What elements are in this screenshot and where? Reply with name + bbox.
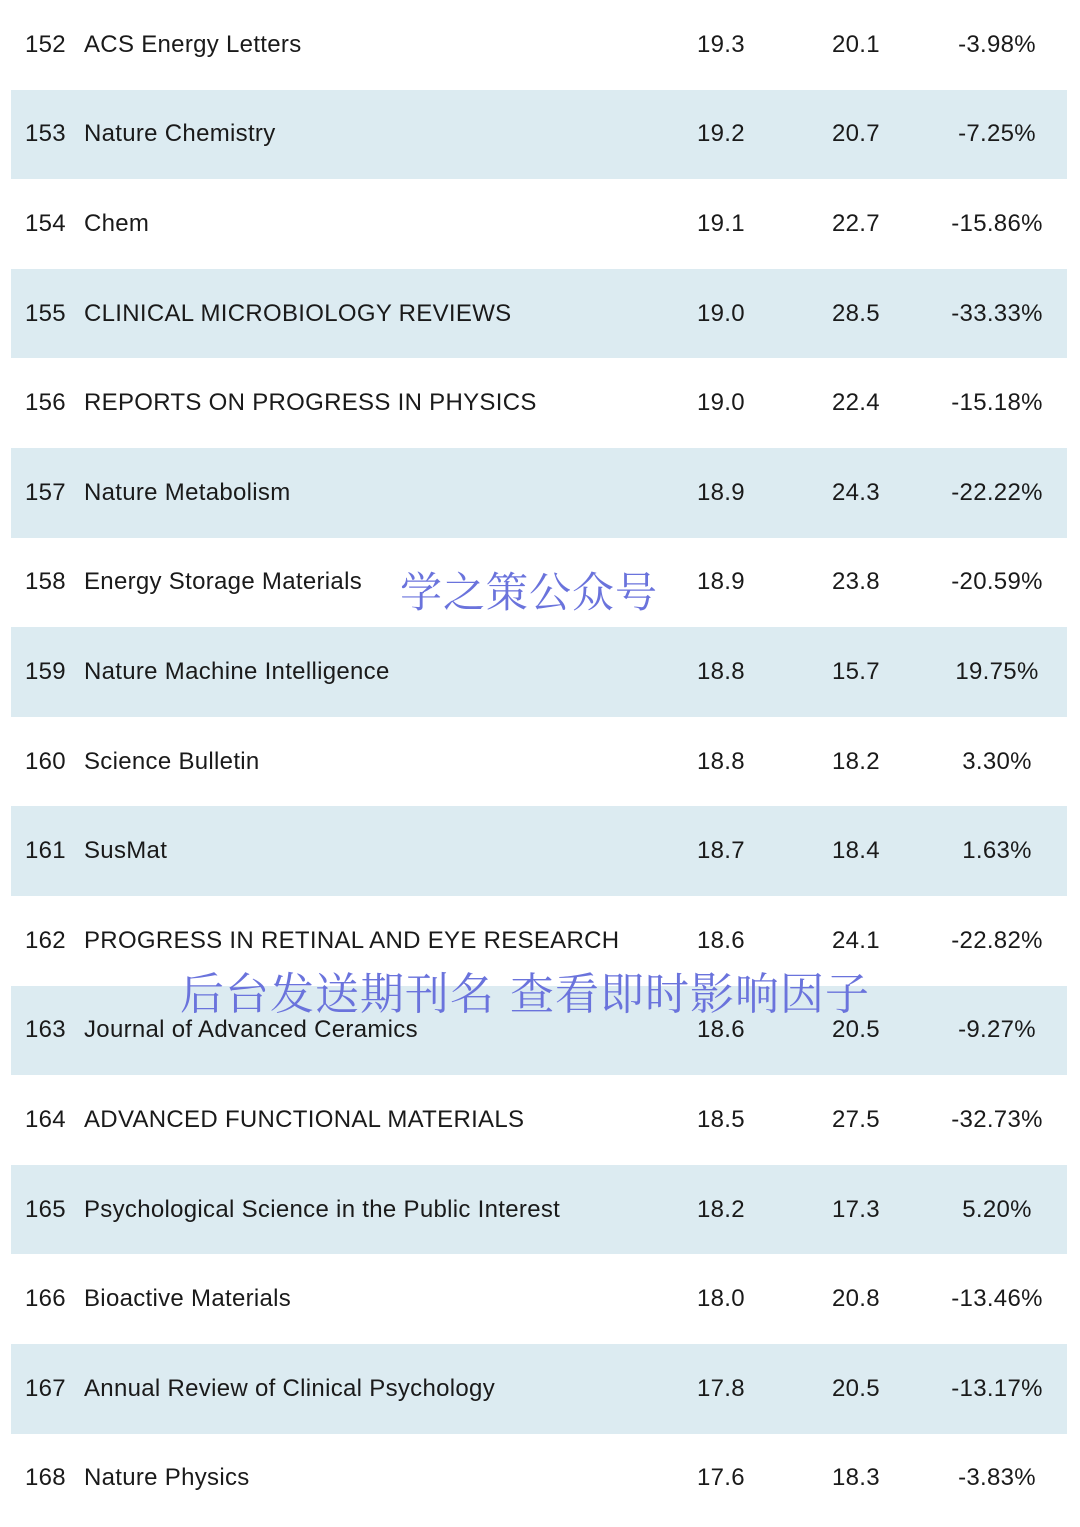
current-if-cell: 19.0 [697, 389, 745, 417]
table-row [11, 358, 1067, 448]
table-row [11, 0, 1067, 90]
journal-name-cell: Chem [84, 209, 150, 237]
previous-if-cell: 27.5 [832, 1105, 880, 1133]
change-cell: -32.73% [951, 1105, 1043, 1133]
current-if-cell: 18.7 [697, 837, 745, 865]
rank-cell: 166 [25, 1285, 66, 1313]
previous-if-cell: 24.3 [832, 478, 880, 506]
change-cell: -20.59% [951, 568, 1043, 596]
current-if-cell: 19.2 [697, 120, 745, 148]
journal-name-cell: CLINICAL MICROBIOLOGY REVIEWS [84, 299, 512, 327]
current-if-cell: 18.8 [697, 747, 745, 775]
rank-cell: 154 [25, 209, 66, 237]
change-cell: 5.20% [962, 1195, 1032, 1223]
table-row [11, 627, 1067, 717]
previous-if-cell: 17.3 [832, 1195, 880, 1223]
rank-cell: 157 [25, 478, 66, 506]
current-if-cell: 18.5 [697, 1105, 745, 1133]
rank-cell: 164 [25, 1105, 66, 1133]
rank-cell: 153 [25, 120, 66, 148]
current-if-cell: 18.0 [697, 1285, 745, 1313]
previous-if-cell: 20.7 [832, 120, 880, 148]
current-if-cell: 18.6 [697, 926, 745, 954]
change-cell: -22.82% [951, 926, 1043, 954]
journal-name-cell: Energy Storage Materials [84, 568, 362, 596]
current-if-cell: 18.9 [697, 478, 745, 506]
account-watermark: 学之策公众号 [400, 568, 659, 617]
change-cell: -3.98% [958, 30, 1036, 58]
journal-name-cell: Psychological Science in the Public Interest [84, 1195, 561, 1223]
change-cell: 3.30% [962, 747, 1032, 775]
table-row [11, 538, 1067, 628]
impact-factor-table [11, 0, 1067, 1523]
table-row [11, 179, 1067, 269]
journal-name-cell: Bioactive Materials [84, 1285, 292, 1313]
change-cell: -33.33% [951, 299, 1043, 327]
change-cell: -22.22% [951, 478, 1043, 506]
rank-cell: 158 [25, 568, 66, 596]
table-row [11, 448, 1067, 538]
rank-cell: 168 [25, 1464, 66, 1492]
journal-name-cell: ACS Energy Letters [84, 30, 302, 58]
previous-if-cell: 18.4 [832, 837, 880, 865]
table-row [11, 1344, 1067, 1434]
previous-if-cell: 15.7 [832, 657, 880, 685]
journal-name-cell: PROGRESS IN RETINAL AND EYE RESEARCH [84, 926, 620, 954]
table-row [11, 1254, 1067, 1344]
table-row [11, 269, 1067, 359]
change-cell: -7.25% [958, 120, 1036, 148]
previous-if-cell: 28.5 [832, 299, 880, 327]
previous-if-cell: 22.4 [832, 389, 880, 417]
rank-cell: 161 [25, 837, 66, 865]
change-cell: -9.27% [958, 1016, 1036, 1044]
current-if-cell: 19.1 [697, 209, 745, 237]
change-cell: -3.83% [958, 1464, 1036, 1492]
journal-name-cell: REPORTS ON PROGRESS IN PHYSICS [84, 389, 537, 417]
current-if-cell: 19.0 [697, 299, 745, 327]
table-row [11, 1434, 1067, 1524]
current-if-cell: 17.6 [697, 1464, 745, 1492]
journal-name-cell: Nature Chemistry [84, 120, 276, 148]
change-cell: -13.17% [951, 1374, 1043, 1402]
current-if-cell: 18.9 [697, 568, 745, 596]
rank-cell: 159 [25, 657, 66, 685]
current-if-cell: 19.3 [697, 30, 745, 58]
instruction-watermark: 后台发送期刊名 查看即时影响因子 [180, 969, 870, 1020]
journal-name-cell: Nature Physics [84, 1464, 250, 1492]
current-if-cell: 18.2 [697, 1195, 745, 1223]
previous-if-cell: 23.8 [832, 568, 880, 596]
change-cell: 1.63% [962, 837, 1032, 865]
rank-cell: 155 [25, 299, 66, 327]
table-row [11, 896, 1067, 986]
rank-cell: 156 [25, 389, 66, 417]
current-if-cell: 17.8 [697, 1374, 745, 1402]
journal-name-cell: Annual Review of Clinical Psychology [84, 1374, 495, 1402]
journal-name-cell: Science Bulletin [84, 747, 260, 775]
previous-if-cell: 20.5 [832, 1374, 880, 1402]
table-row [11, 1075, 1067, 1165]
journal-name-cell: Nature Metabolism [84, 478, 291, 506]
table-row [11, 806, 1067, 896]
change-cell: -13.46% [951, 1285, 1043, 1313]
table-row [11, 90, 1067, 180]
rank-cell: 163 [25, 1016, 66, 1044]
table-row [11, 1165, 1067, 1255]
table-row [11, 717, 1067, 807]
journal-name-cell: Nature Machine Intelligence [84, 657, 390, 685]
previous-if-cell: 18.2 [832, 747, 880, 775]
rank-cell: 165 [25, 1195, 66, 1223]
change-cell: -15.86% [951, 209, 1043, 237]
journal-name-cell: Journal of Advanced Ceramics [84, 1016, 418, 1044]
previous-if-cell: 20.1 [832, 30, 880, 58]
previous-if-cell: 18.3 [832, 1464, 880, 1492]
rank-cell: 152 [25, 30, 66, 58]
change-cell: 19.75% [955, 657, 1039, 685]
rank-cell: 160 [25, 747, 66, 775]
previous-if-cell: 20.5 [832, 1016, 880, 1044]
current-if-cell: 18.6 [697, 1016, 745, 1044]
rank-cell: 162 [25, 926, 66, 954]
table-row [11, 986, 1067, 1076]
previous-if-cell: 22.7 [832, 209, 880, 237]
current-if-cell: 18.8 [697, 657, 745, 685]
previous-if-cell: 20.8 [832, 1285, 880, 1313]
journal-name-cell: SusMat [84, 837, 168, 865]
journal-name-cell: ADVANCED FUNCTIONAL MATERIALS [84, 1105, 525, 1133]
change-cell: -15.18% [951, 389, 1043, 417]
previous-if-cell: 24.1 [832, 926, 880, 954]
rank-cell: 167 [25, 1374, 66, 1402]
